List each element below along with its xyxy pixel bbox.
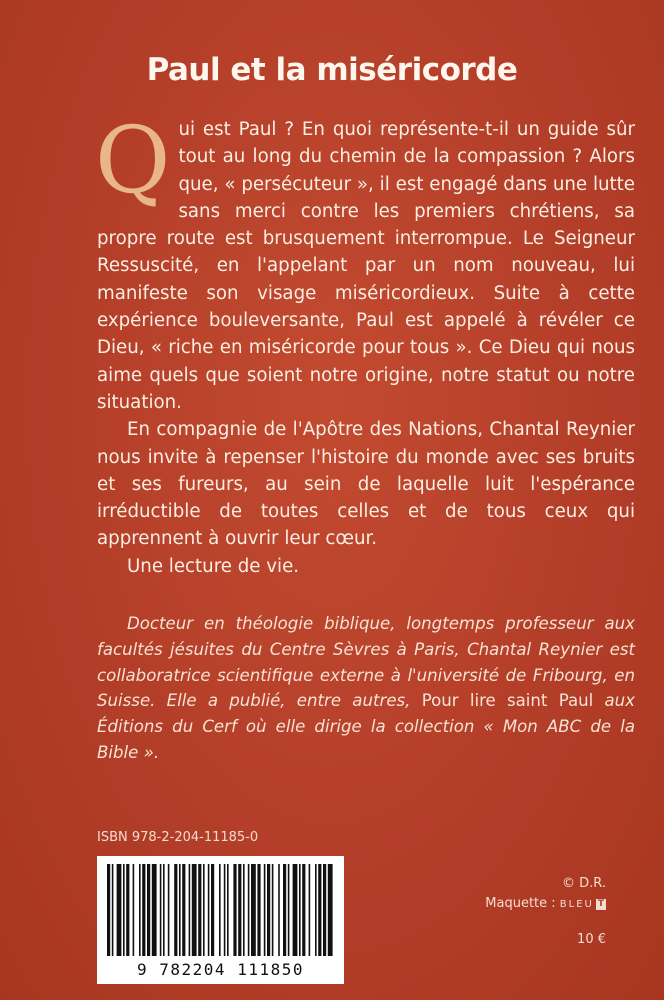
drop-cap: Q (95, 107, 171, 214)
blurb-paragraph-2: En compagnie de l'Apôtre des Nations, Chantal Reynier nous invite à repenser l'histoire du monde avec ses bruits et ses fureurs, au sein de laquelle luit l'espérance irréductible de toutes celles et de tous ceux qui apprennent à ouvrir leur cœur. (97, 419, 635, 550)
design-brand-mark: T (597, 899, 604, 909)
blurb-paragraph-1: Qui est Paul ? En quoi représente-t-il un guide sûr tout au long du chemin de la compassion ? Alors que, « persécuteur », il est engagé dans une lutte sans merci contre les premiers chrétiens, sa propre route est brusquement interrompue. Le Seigneur Ressuscité, en l'appelant par un nom nouveau, lui manifeste son visage miséricordieux. Suite à cette expérience bouleversante, Paul est appelé à révéler ce Dieu, « riche en miséricorde pour tous ». Ce Dieu qui nous aime quels que soient notre origine, notre statut ou notre situation. (95, 107, 635, 413)
blurb (95, 107, 635, 580)
barcode-digits: 9 782204 111850 (137, 960, 304, 979)
isbn: ISBN 978-2-204-11185-0 (97, 830, 259, 845)
barcode-bars (97, 856, 344, 960)
design-brand: BLEU (559, 899, 594, 910)
barcode (97, 856, 344, 984)
book-title: Paul et la miséricorde (146, 52, 518, 88)
author-bio: Docteur en théologie biblique, longtemps professeur aux facultés jésuites du Centre Sèvres à Paris, Chantal Reynier est collaboratrice scientifique externe à l'université de Fribourg, en Suisse. Elle a publié, entre autres, Pour lire saint Paul aux Éditions du Cerf où elle dirige la collection « Mon ABC de la Bible ». (97, 614, 636, 762)
book-reference: Pour lire saint Paul (421, 691, 594, 711)
design-credit: Maquette : BLEU T (485, 896, 604, 911)
price: 10 € (577, 932, 606, 947)
photo-credit: © D.R. (562, 876, 606, 891)
blurb-paragraph-3: Une lecture de vie. (127, 555, 300, 577)
